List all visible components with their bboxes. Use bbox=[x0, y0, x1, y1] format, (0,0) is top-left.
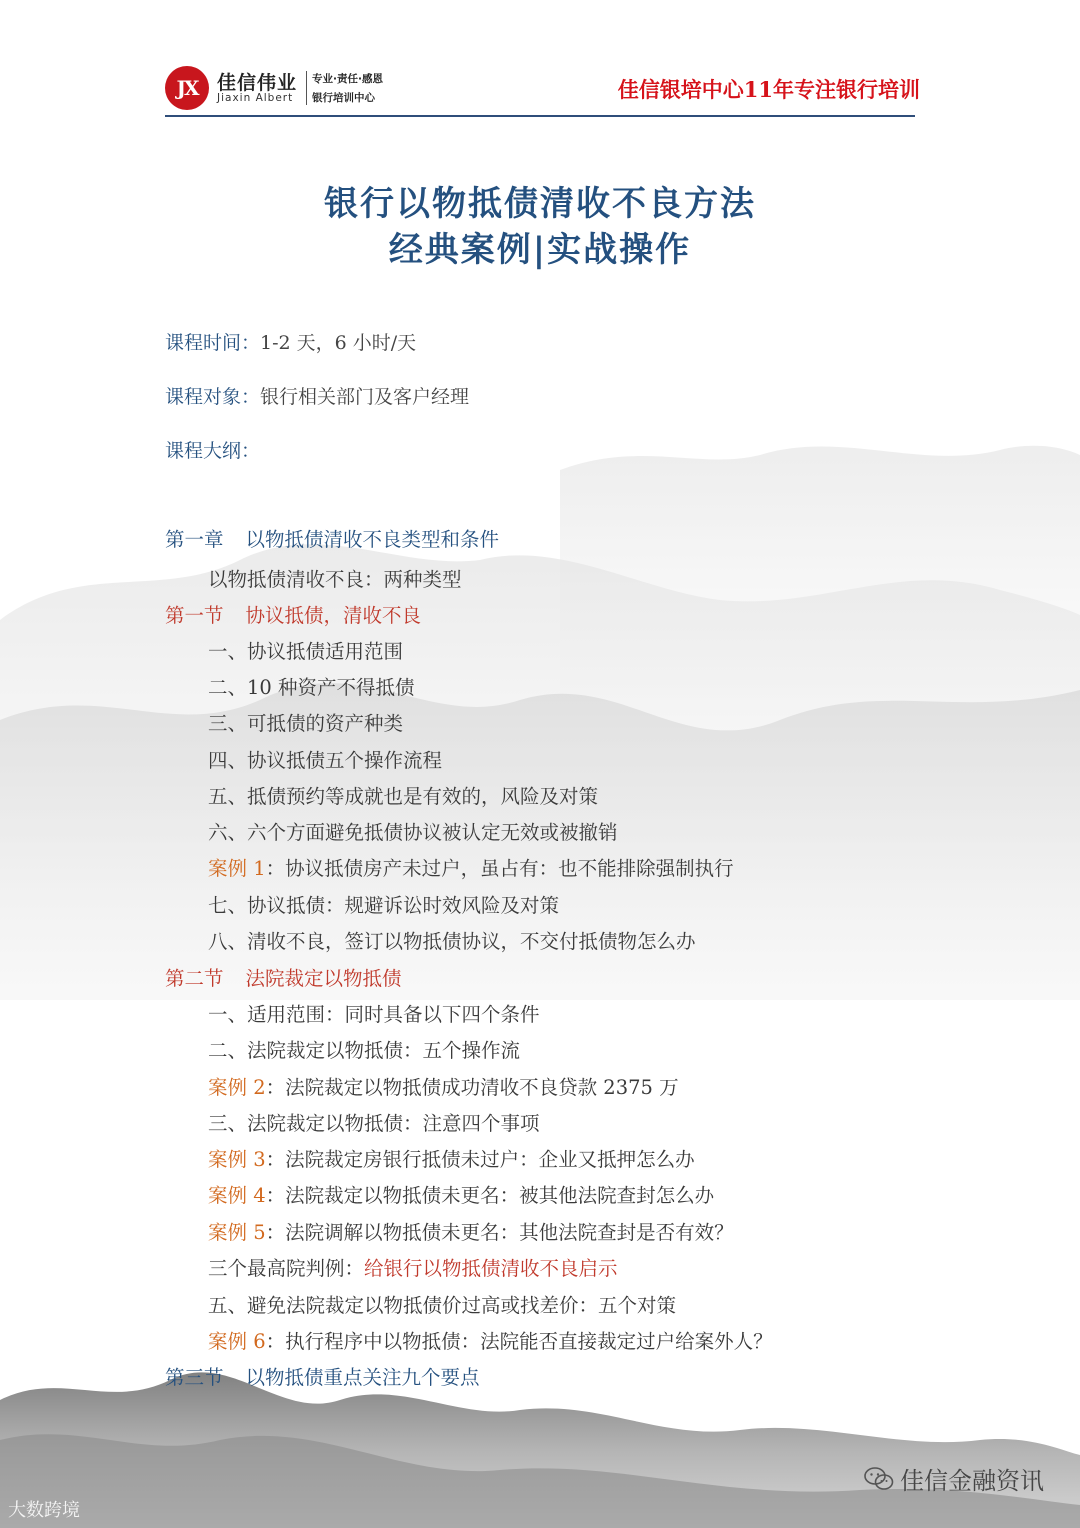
section-heading bbox=[165, 1365, 480, 1391]
corner-watermark: 大数跨境 bbox=[8, 1500, 80, 1521]
case-label: 案例 4 bbox=[208, 1184, 266, 1207]
list-item-lead: 三个最高院判例： bbox=[208, 1257, 365, 1280]
course-time bbox=[165, 328, 416, 355]
course-audience-value: 银行相关部门及客户经理 bbox=[260, 386, 470, 408]
case-text: ：法院调解以物抵债未更名：其他法院查封是否有效？ bbox=[265, 1221, 734, 1244]
case-label: 案例 2 bbox=[208, 1076, 266, 1099]
course-time-value: 1-2 天，6 小时/天 bbox=[260, 332, 417, 354]
header-slogan: 佳信银培中心11年专注银行培训 bbox=[617, 77, 920, 102]
case-text: ：执行程序中以物抵债：法院能否直接裁定过户给案外人？ bbox=[265, 1330, 773, 1353]
case-item bbox=[208, 1329, 773, 1355]
wechat-icon bbox=[864, 1466, 894, 1498]
watermark-text: 佳信金融资讯 bbox=[900, 1467, 1044, 1495]
list-item: 八、清收不良，签订以物抵债协议，不交付抵债物怎么办 bbox=[208, 930, 696, 953]
list-item: 七、协议抵债：规避诉讼时效风险及对策 bbox=[208, 894, 560, 917]
wechat-watermark bbox=[864, 1461, 1044, 1498]
list-item: 六、六个方面避免抵债协议被认定无效或被撤销 bbox=[208, 821, 618, 844]
course-outline-label: 课程大纲： bbox=[165, 440, 261, 462]
logo-subtitle: 银行培训中心 bbox=[312, 92, 375, 104]
case-item bbox=[208, 1220, 734, 1246]
section-title: 法院裁定以物抵债 bbox=[245, 967, 402, 990]
logo-divider bbox=[306, 71, 307, 105]
doc-subtitle: 经典案例|实战操作 bbox=[388, 230, 692, 270]
list-item: 四、协议抵债五个操作流程 bbox=[208, 749, 443, 772]
case-item bbox=[208, 1147, 695, 1173]
list-item: 三、可抵债的资产种类 bbox=[208, 712, 404, 735]
chapter-title: 以物抵债清收不良类型和条件 bbox=[245, 528, 500, 551]
section-heading bbox=[165, 966, 402, 992]
chapter-heading bbox=[165, 527, 499, 553]
case-text: ：法院裁定以物抵债成功清收不良贷款 2375 万 bbox=[265, 1076, 679, 1099]
case-label: 案例 6 bbox=[208, 1330, 266, 1353]
page-header bbox=[0, 0, 1080, 120]
list-item: 五、抵债预约等成就也是有效的，风险及对策 bbox=[208, 785, 599, 808]
case-item bbox=[208, 1075, 679, 1101]
section-number: 第三节 bbox=[165, 1366, 224, 1389]
chapter-intro: 以物抵债清收不良：两种类型 bbox=[208, 568, 462, 591]
list-item: 二、法院裁定以物抵债：五个操作流 bbox=[208, 1039, 521, 1062]
list-item: 一、适用范围：同时具备以下四个条件 bbox=[208, 1003, 540, 1026]
case-item bbox=[208, 1183, 714, 1209]
case-label: 案例 3 bbox=[208, 1148, 266, 1171]
course-outline-heading bbox=[165, 436, 260, 463]
header-rule bbox=[165, 115, 915, 117]
section-heading bbox=[165, 603, 421, 629]
section-title: 以物抵债重点关注九个要点 bbox=[245, 1366, 480, 1389]
logo-name: 佳信伟业 bbox=[217, 72, 298, 94]
case-text: ：法院裁定以物抵债未更名：被其他法院查封怎么办 bbox=[265, 1184, 715, 1207]
section-number: 第一节 bbox=[165, 604, 224, 627]
list-item-highlight: 给银行以物抵债清收不良启示 bbox=[364, 1257, 618, 1280]
case-item bbox=[208, 856, 734, 882]
chapter-number: 第一章 bbox=[165, 528, 224, 551]
list-item bbox=[208, 1256, 618, 1282]
case-label: 案例 1 bbox=[208, 857, 266, 880]
list-item: 三、法院裁定以物抵债：注意四个事项 bbox=[208, 1112, 540, 1135]
course-audience-label: 课程对象： bbox=[165, 386, 261, 408]
section-number: 第二节 bbox=[165, 967, 224, 990]
section-title: 协议抵债，清收不良 bbox=[245, 604, 422, 627]
logo-tagline: 专业·责任·感恩 bbox=[312, 73, 383, 85]
list-item: 五、避免法院裁定以物抵债价过高或找差价：五个对策 bbox=[208, 1294, 677, 1317]
doc-title: 银行以物抵债清收不良方法 bbox=[324, 184, 756, 224]
course-audience bbox=[165, 382, 469, 409]
list-item: 一、协议抵债适用范围 bbox=[208, 640, 404, 663]
case-label: 案例 5 bbox=[208, 1221, 266, 1244]
case-text: ：协议抵债房产未过户，虽占有：也不能排除强制执行 bbox=[265, 857, 734, 880]
course-time-label: 课程时间： bbox=[165, 332, 261, 354]
list-item: 二、10 种资产不得抵债 bbox=[208, 676, 415, 699]
case-text: ：法院裁定房银行抵债未过户：企业又抵押怎么办 bbox=[265, 1148, 695, 1171]
logo-mark: JX bbox=[165, 66, 209, 110]
logo-english-name: Jiaxin Albert bbox=[217, 92, 294, 104]
brand-logo bbox=[165, 66, 395, 110]
